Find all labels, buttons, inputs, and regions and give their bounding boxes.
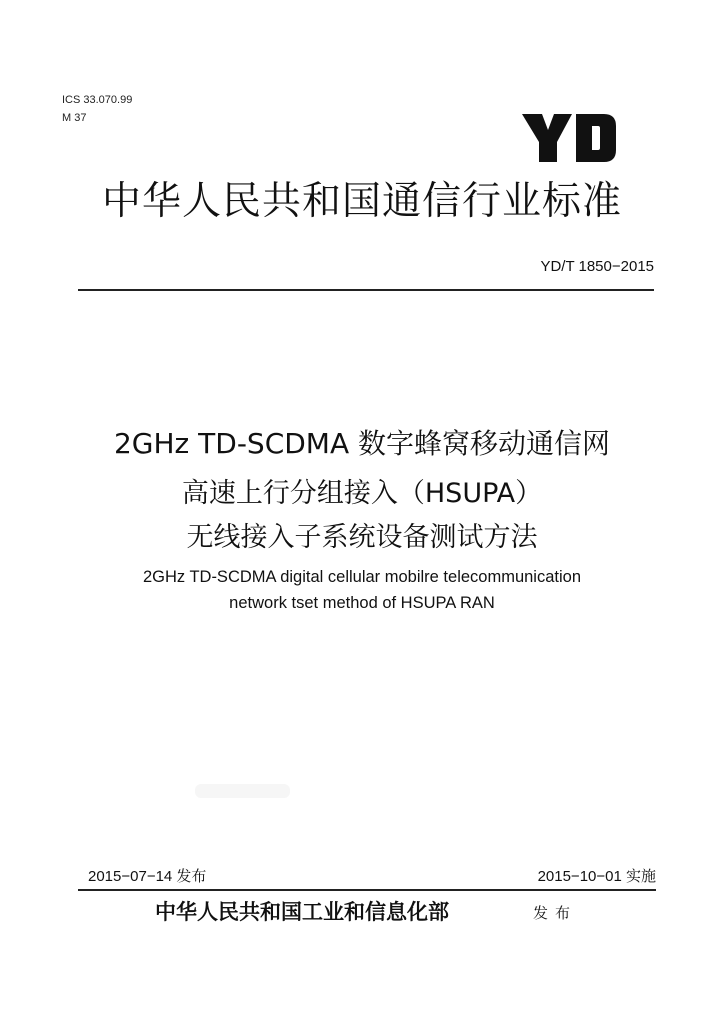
- standard-category-title: 中华人民共和国通信行业标准: [101, 179, 622, 224]
- classification-code: M 37: [62, 112, 87, 124]
- faint-scan-mark: [195, 784, 290, 798]
- standard-number: YD/T 1850−2015: [540, 258, 654, 275]
- ics-code: ICS 33.070.99: [62, 94, 133, 106]
- title-en-line-1: 2GHz TD-SCDMA digital cellular mobilre telecommunication: [142, 568, 581, 586]
- effective-date: 2015−10−01 实施: [537, 868, 656, 885]
- title-zh-line-2: 高速上行分组接入（HSUPA）: [181, 478, 543, 509]
- issuing-authority: 中华人民共和国工业和信息化部: [155, 899, 449, 924]
- yd-logo-d: [576, 114, 616, 162]
- title-en-line-2: network tset method of HSUPA RAN: [229, 594, 495, 612]
- yd-logo: [520, 108, 620, 168]
- publish-label: 发布: [533, 904, 578, 922]
- header-divider: [78, 289, 654, 291]
- title-zh-line-1: 2GHz TD-SCDMA 数字蜂窝移动通信网: [113, 427, 611, 460]
- title-zh-line-3: 无线接入子系统设备测试方法: [186, 522, 538, 553]
- yd-logo-y: [522, 114, 572, 162]
- footer-divider: [78, 889, 656, 891]
- issue-date: 2015−07−14 发布: [88, 868, 207, 885]
